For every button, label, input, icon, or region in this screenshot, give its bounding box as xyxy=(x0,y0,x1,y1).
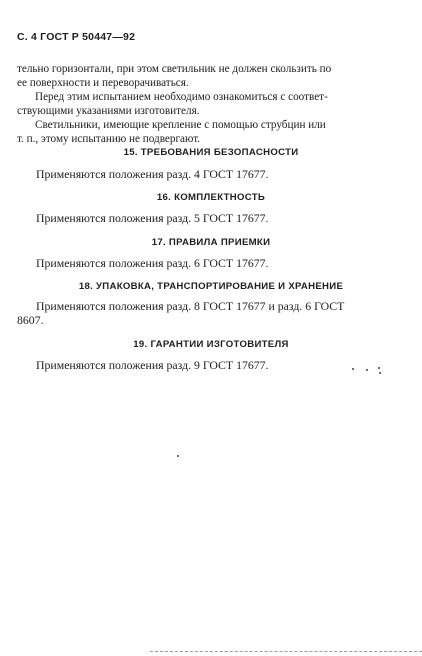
scan-speck xyxy=(352,368,354,370)
scan-speck xyxy=(177,455,179,457)
intro-line: т. п., этому испытанию не подвергают. xyxy=(17,133,201,145)
section-text-18 xyxy=(17,299,393,327)
intro-line: ее поверхности и переворачиваться. xyxy=(17,77,189,89)
intro-line: тельно горизонтали, при этом светильник не должен скользить по xyxy=(17,63,332,75)
section-text-17: Применяются положения разд. 6 ГОСТ 17677. xyxy=(36,256,269,270)
intro-paragraphs xyxy=(17,62,393,146)
section-title-17: 17. ПРАВИЛА ПРИЕМКИ xyxy=(151,237,271,248)
scan-edge-line xyxy=(150,651,422,653)
scan-speck xyxy=(366,369,368,371)
section-text-15: Применяются положения разд. 4 ГОСТ 17677. xyxy=(36,167,269,181)
scan-speck xyxy=(378,367,380,369)
section-text-18-line: 8607. xyxy=(17,313,44,327)
section-text-18-line: Применяются положения разд. 8 ГОСТ 17677 и разд. 6 ГОСТ xyxy=(36,299,345,313)
section-text-16: Применяются положения разд. 5 ГОСТ 17677. xyxy=(36,211,269,225)
intro-line: Перед этим испытанием необходимо ознакомиться с соответ- xyxy=(35,91,328,103)
intro-line: Светильники, имеющие крепление с помощью струбцин или xyxy=(35,119,326,131)
section-title-19: 19. ГАРАНТИИ ИЗГОТОВИТЕЛЯ xyxy=(133,339,289,350)
scan-speck xyxy=(379,372,381,374)
section-title-16: 16. КОМПЛЕКТНОСТЬ xyxy=(156,192,266,203)
section-title-15: 15. ТРЕБОВАНИЯ БЕЗОПАСНОСТИ xyxy=(123,147,299,158)
page-header: С. 4 ГОСТ Р 50447—92 xyxy=(17,31,136,43)
section-title-18: 18. УПАКОВКА, ТРАНСПОРТИРОВАНИЕ И ХРАНЕНИЕ xyxy=(78,281,344,292)
intro-line: ствующими указаниями изготовителя. xyxy=(17,105,200,117)
section-text-19: Применяются положения разд. 9 ГОСТ 17677. xyxy=(36,358,269,372)
